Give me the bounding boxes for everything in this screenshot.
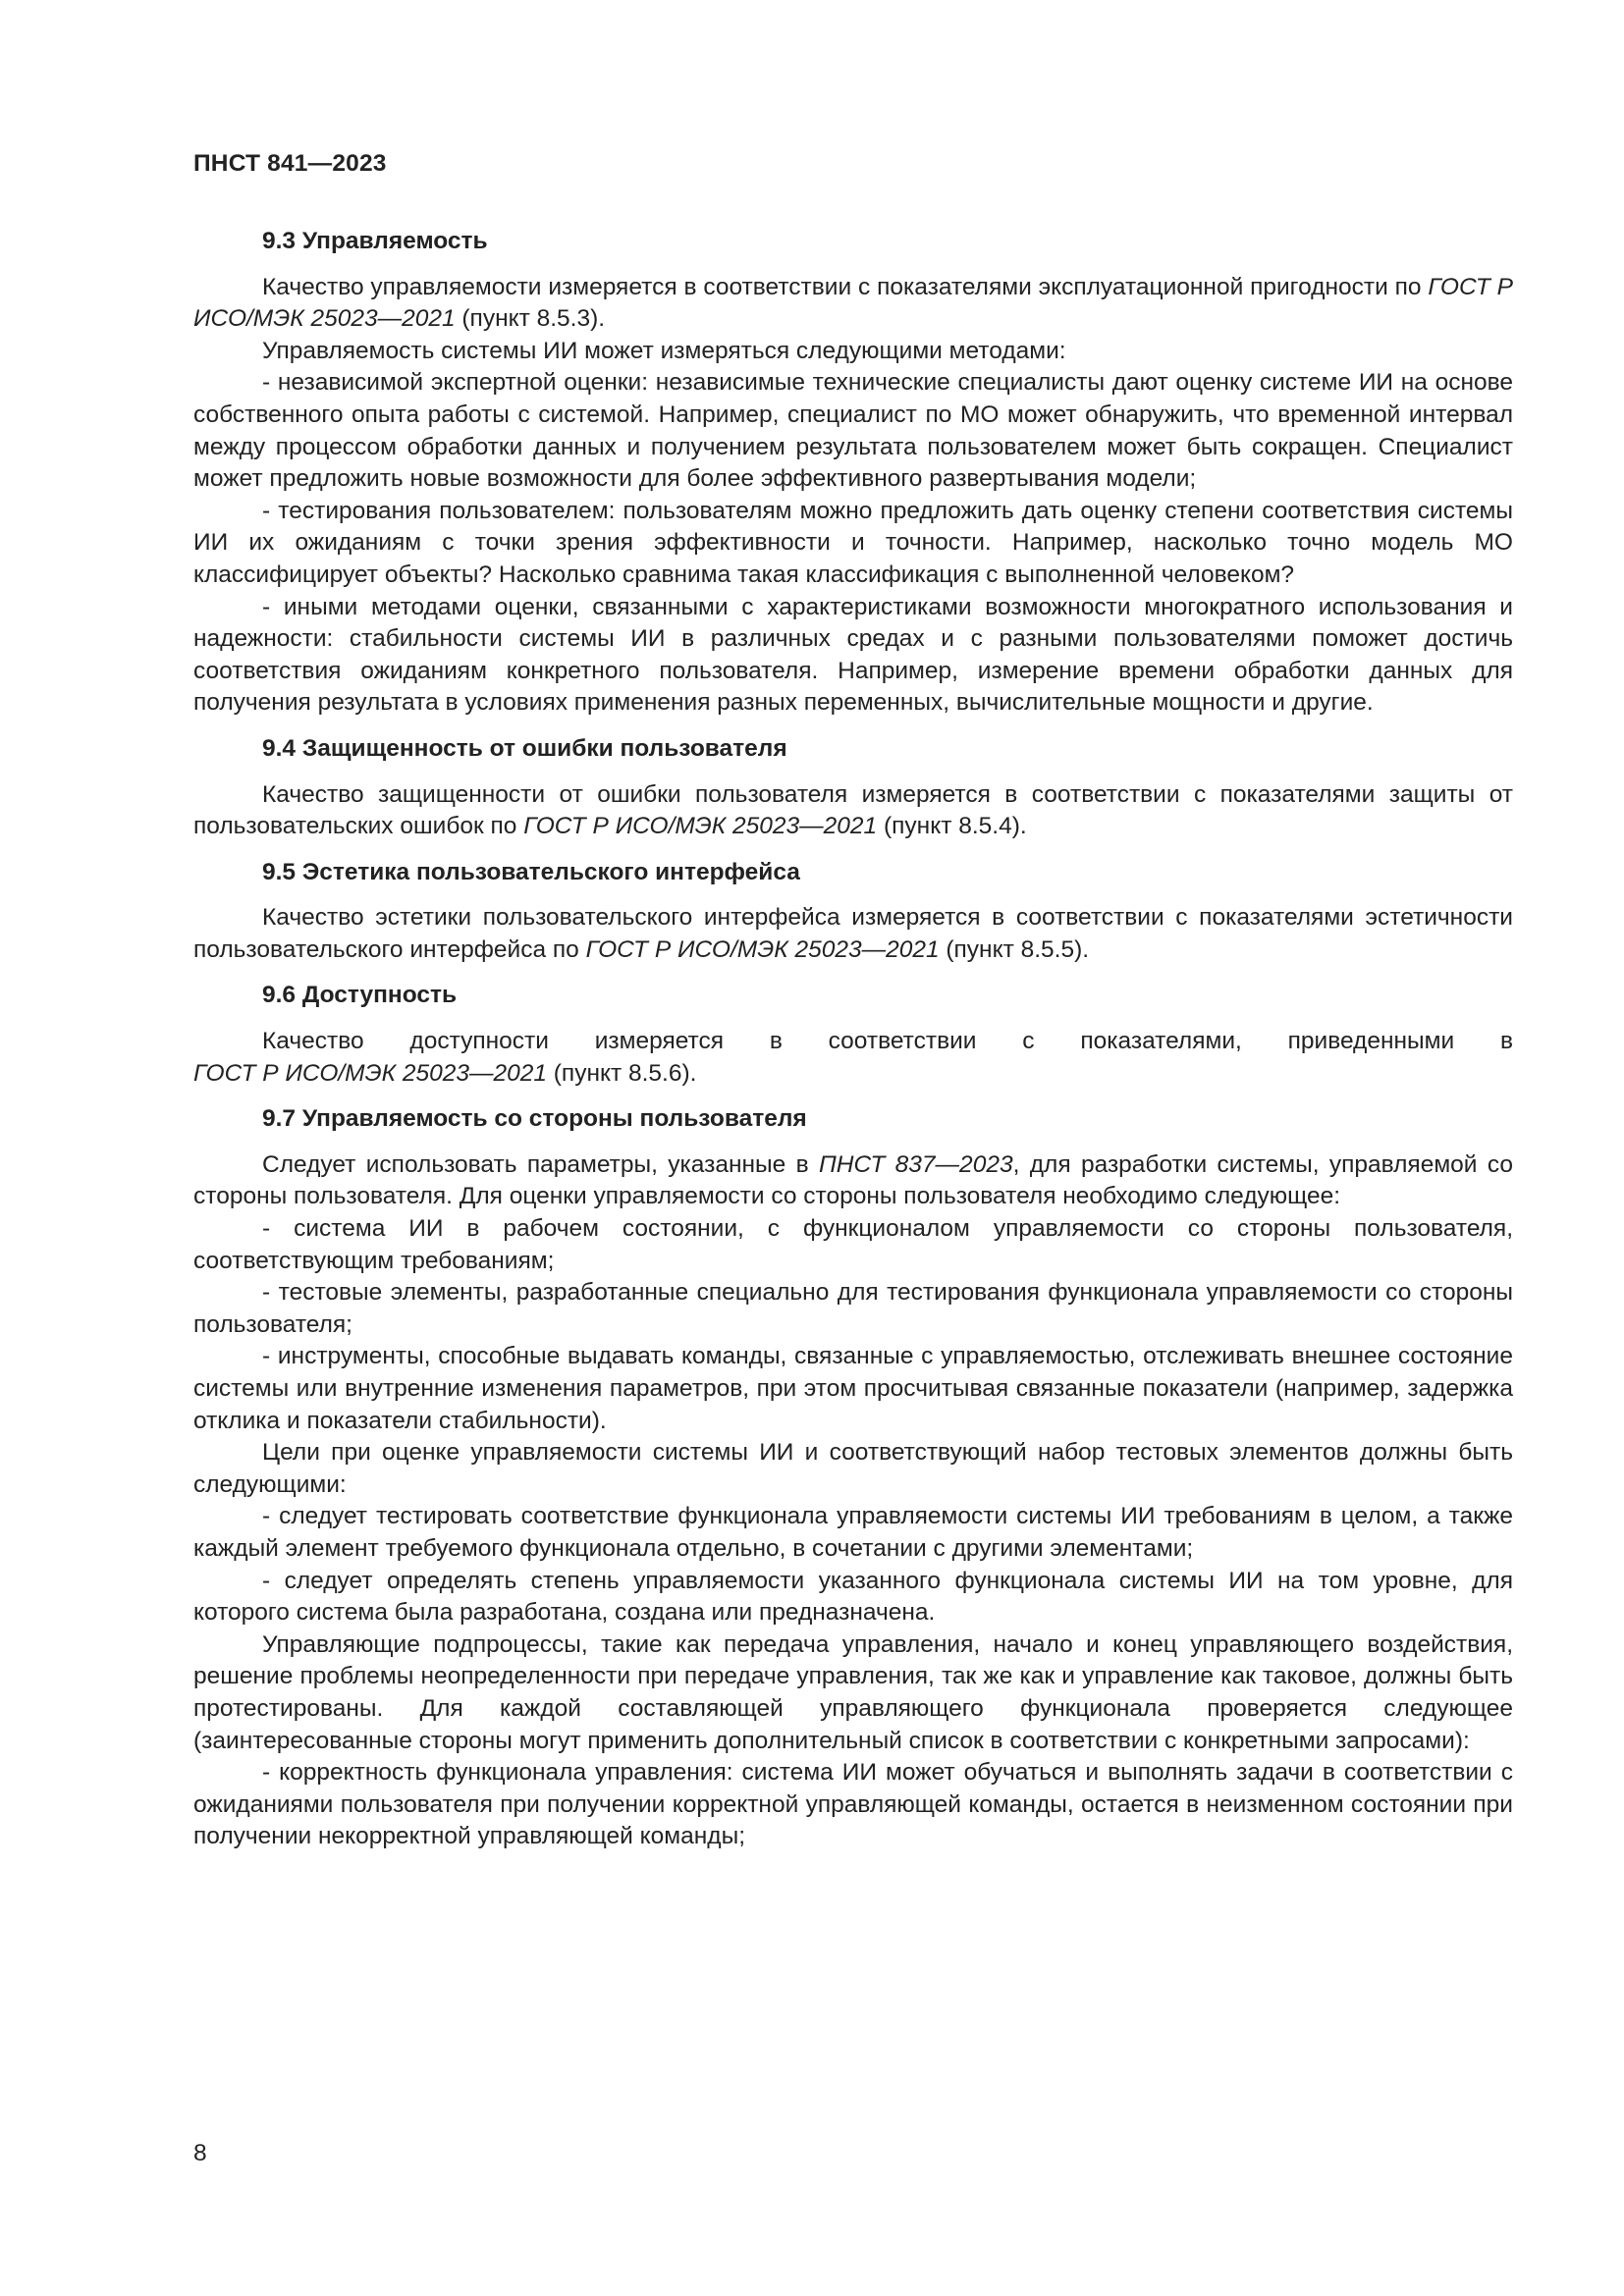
section-9-3-heading: 9.3 Управляемость	[262, 228, 488, 254]
paragraph: Качество доступности измеряется в соответствии с показателями, приведенными в	[262, 1028, 1513, 1055]
page-content	[193, 226, 1513, 1853]
paragraph: Управляемость системы ИИ может измеряться следующими методами:	[262, 337, 1066, 364]
section-9-7-heading: 9.7 Управляемость со стороны пользователя	[262, 1105, 807, 1133]
gost-reference: ГОСТ Р ИСО/МЭК 25023—2021	[193, 273, 1513, 333]
list-item: - тестовые элементы, разработанные специально для тестирования функционала управляемости со стороны пользователя;	[193, 1279, 1513, 1338]
gost-reference: ГОСТ Р ИСО/МЭК 25023—2021	[585, 935, 940, 963]
section-9-5-heading: 9.5 Эстетика пользовательского интерфейса	[262, 858, 800, 885]
list-item: - тестирования пользователем: пользователям можно предложить дать оценку степени соответствия системы ИИ их ожиданиям с точки зрения эффективности и точности. Например, насколько точно модель МО классифицирует объекты? Насколько сравнима такая классификация с выполненной человеком?	[193, 497, 1513, 588]
paragraph: Качество эстетики пользовательского интерфейса измеряется в соответствии с показателями эстетичности пользовательского интерфейса по ГОСТ Р ИСО/МЭК 25023—2021 (пункт 8.5.5).	[193, 904, 1513, 963]
document-code: ПНСТ 841—2023	[193, 150, 387, 177]
gost-reference: ГОСТ Р ИСО/МЭК 25023—2021	[523, 813, 878, 840]
list-item: - следует тестировать соответствие функционала управляемости системы ИИ требованиям в целом, а также каждый элемент требуемого функционала отдельно, в сочетании с другими элементами;	[193, 1503, 1513, 1562]
section-9-4-heading: 9.4 Защищенность от ошибки пользователя	[262, 734, 787, 762]
gost-reference: ГОСТ Р ИСО/МЭК 25023—2021	[193, 1059, 547, 1087]
list-item: - инструменты, способные выдавать команды, связанные с управляемостью, отслеживать внешнее состояние системы или внутренние изменения параметров, при этом просчитывая связанные показатели (например, задержка отклика и показатели стабильности).	[193, 1343, 1513, 1434]
paragraph: Качество управляемости измеряется в соответствии с показателями эксплуатационной пригодности по ГОСТ Р ИСО/МЭК 25023—2021 (пункт 8.5.3).	[193, 273, 1513, 333]
pnst-reference: ПНСТ 837—2023	[819, 1150, 1013, 1178]
page-number: 8	[193, 2140, 207, 2166]
paragraph: Качество защищенности от ошибки пользователя измеряется в соответствии с показателями защиты от пользовательских ошибок по ГОСТ Р ИСО/МЭК 25023—2021 (пункт 8.5.4).	[193, 780, 1513, 840]
list-item: - система ИИ в рабочем состоянии, с функционалом управляемости со стороны пользователя, соответствующим требованиям;	[193, 1215, 1513, 1274]
paragraph: Цели при оценке управляемости системы ИИ и соответствующий набор тестовых элементов должны быть следующими:	[193, 1439, 1513, 1498]
paragraph: Управляющие подпроцессы, такие как передача управления, начало и конец управляющего воздействия, решение проблемы неопределенности при передаче управления, так же как и управление как таковое, должны быть протестированы. Для каждой составляющей управляющего функционала проверяется следующее (заинтересованные стороны могут применить дополнительный список в соответствии с конкретными запросами):	[193, 1630, 1513, 1754]
section-9-6-heading: 9.6 Доступность	[262, 982, 458, 1009]
list-item: - следует определять степень управляемости указанного функционала системы ИИ на том уровне, для которого система была разработана, создана или предназначена.	[193, 1567, 1513, 1627]
list-item: - иными методами оценки, связанными с характеристиками возможности многократного использования и надежности: стабильности системы ИИ в различных средах и с разными пользователями поможет достичь соответствия ожиданиям конкретного пользователя. Например, измерение времени обработки данных для получения результата в условиях применения разных переменных, вычислительные мощности и другие.	[193, 593, 1513, 717]
list-item: - корректность функционала управления: система ИИ может обучаться и выполнять задачи в соответствии с ожиданиями пользователя при получении корректной управляющей команды, остается в неизменном состоянии при получении некорректной управляющей команды;	[193, 1759, 1513, 1850]
paragraph: Следует использовать параметры, указанные в ПНСТ 837—2023, для разработки системы, управляемой со стороны пользователя. Для оценки управляемости со стороны пользователя необходимо следующее:	[193, 1150, 1513, 1210]
paragraph: ГОСТ Р ИСО/МЭК 25023—2021 (пункт 8.5.6).	[193, 1059, 697, 1087]
list-item: - независимой экспертной оценки: независимые технические специалисты дают оценку системе ИИ на основе собственного опыта работы с системой. Например, специалист по МО может обнаружить, что временной интервал между процессом обработки данных и получением результата пользователем может быть сокращен. Специалист может предложить новые возможности для более эффективного развертывания модели;	[193, 369, 1513, 493]
